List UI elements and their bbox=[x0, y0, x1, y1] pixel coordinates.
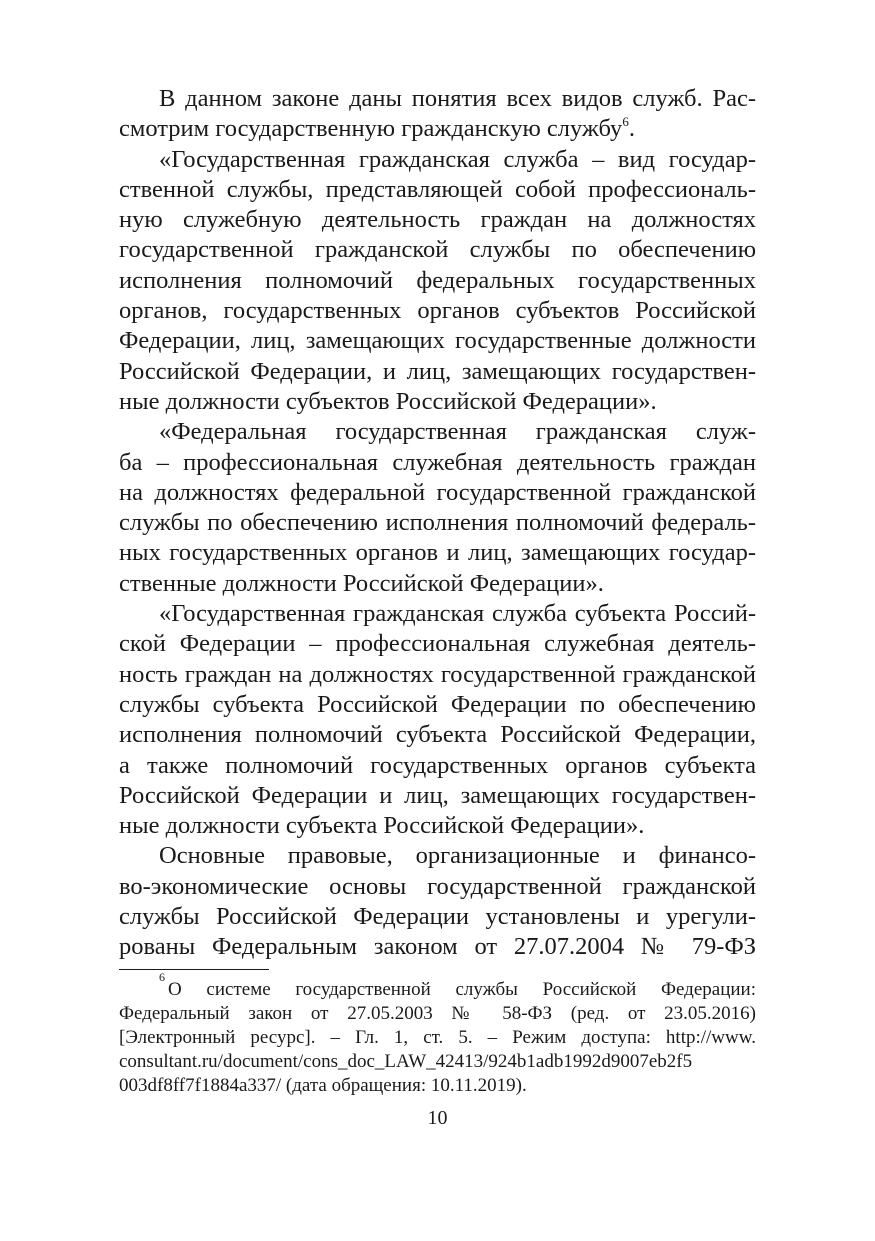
text-line: Основные правовые, организационные и финансо- bbox=[159, 842, 756, 870]
text-line: службы Российской Федерации установлены и урегули- bbox=[119, 903, 756, 931]
text-line: во-экономические основы государственной гражданской bbox=[119, 872, 756, 900]
text-line-content: смотрим государственную гражданскую службу bbox=[119, 115, 623, 143]
footnote-mark: 6 bbox=[159, 969, 165, 984]
footnote-divider bbox=[119, 969, 269, 970]
text-line: службы по обеспечению исполнения полномочий федераль- bbox=[119, 509, 756, 537]
text-line: Российской Федерации, и лиц, замещающих государствен- bbox=[119, 357, 756, 385]
text-line: исполнения полномочий федеральных государственных bbox=[119, 266, 756, 294]
text-line: «Федеральная государственная гражданская служ- bbox=[159, 418, 756, 446]
text-line: ба – профессиональная служебная деятельность граждан bbox=[119, 448, 756, 476]
text-line: ных государственных органов и лиц, замещающих государ- bbox=[119, 539, 756, 567]
paragraph-2 bbox=[119, 145, 756, 418]
page-number: 10 bbox=[427, 1107, 448, 1129]
paragraph-3 bbox=[119, 417, 756, 599]
paragraph-4 bbox=[119, 599, 756, 841]
text-line: ственной службы, представляющей собой профессиональ- bbox=[119, 175, 756, 203]
main-text bbox=[119, 84, 756, 963]
footnote-line: [Электронный ресурс]. – Гл. 1, ст. 5. – Режим доступа: http://www. bbox=[119, 1027, 756, 1048]
footnote-line: Федеральный закон от 27.05.2003 № 58-ФЗ (ред. от 23.05.2016) bbox=[119, 1003, 756, 1024]
text-line: на должностях федеральной государственной гражданской bbox=[119, 478, 756, 506]
text-line: ные должности субъектов Российской Федерации». bbox=[119, 387, 657, 415]
footnote-line: 003df8ff7f1884a337/ (дата обращения: 10.11.2019). bbox=[119, 1075, 527, 1096]
text-line: Федерации, лиц, замещающих государственные должности bbox=[119, 327, 756, 355]
text-line: Российской Федерации и лиц, замещающих государствен- bbox=[119, 781, 756, 809]
text-line: «Государственная гражданская служба – вид государ- bbox=[159, 145, 756, 173]
text-line: «Государственная гражданская служба субъекта Россий- bbox=[159, 600, 756, 628]
text-line: а также полномочий государственных органов субъекта bbox=[119, 751, 756, 779]
paragraph-5 bbox=[119, 841, 756, 962]
text-line: ные должности субъекта Российской Федерации». bbox=[119, 812, 645, 840]
text-line: государственной гражданской службы по обеспечению bbox=[119, 236, 756, 264]
text-line: органов, государственных органов субъектов Российской bbox=[119, 297, 756, 325]
text-line: рованы Федеральным законом от 27.07.2004 № 79-ФЗ bbox=[119, 933, 756, 961]
footnote-line-content: О системе государственной службы Российской Федерации: bbox=[168, 979, 756, 1000]
footnote-reference[interactable]: 6 bbox=[622, 114, 629, 130]
footnote bbox=[119, 969, 756, 1098]
text-line: ность граждан на должностях государственной гражданской bbox=[119, 660, 756, 688]
text-line: службы субъекта Российской Федерации по обеспечению bbox=[119, 690, 756, 718]
text-line-tail: . bbox=[628, 115, 635, 143]
text-line: ской Федерации – профессиональная служебная деятель- bbox=[119, 630, 756, 658]
text-line: В данном законе даны понятия всех видов служб. Рас- bbox=[159, 85, 756, 112]
footnote-link-line[interactable]: consultant.ru/document/cons_doc_LAW_42413/924b1adb1992d9007eb2f5 bbox=[119, 1051, 693, 1072]
text-line: исполнения полномочий субъекта Российской Федерации, bbox=[119, 721, 756, 749]
text-line: ную служебную деятельность граждан на должностях bbox=[119, 206, 756, 234]
text-line: ственные должности Российской Федерации». bbox=[119, 569, 604, 597]
paragraph-1 bbox=[119, 84, 756, 145]
footnote-line bbox=[119, 969, 756, 1002]
text-line bbox=[119, 114, 756, 144]
